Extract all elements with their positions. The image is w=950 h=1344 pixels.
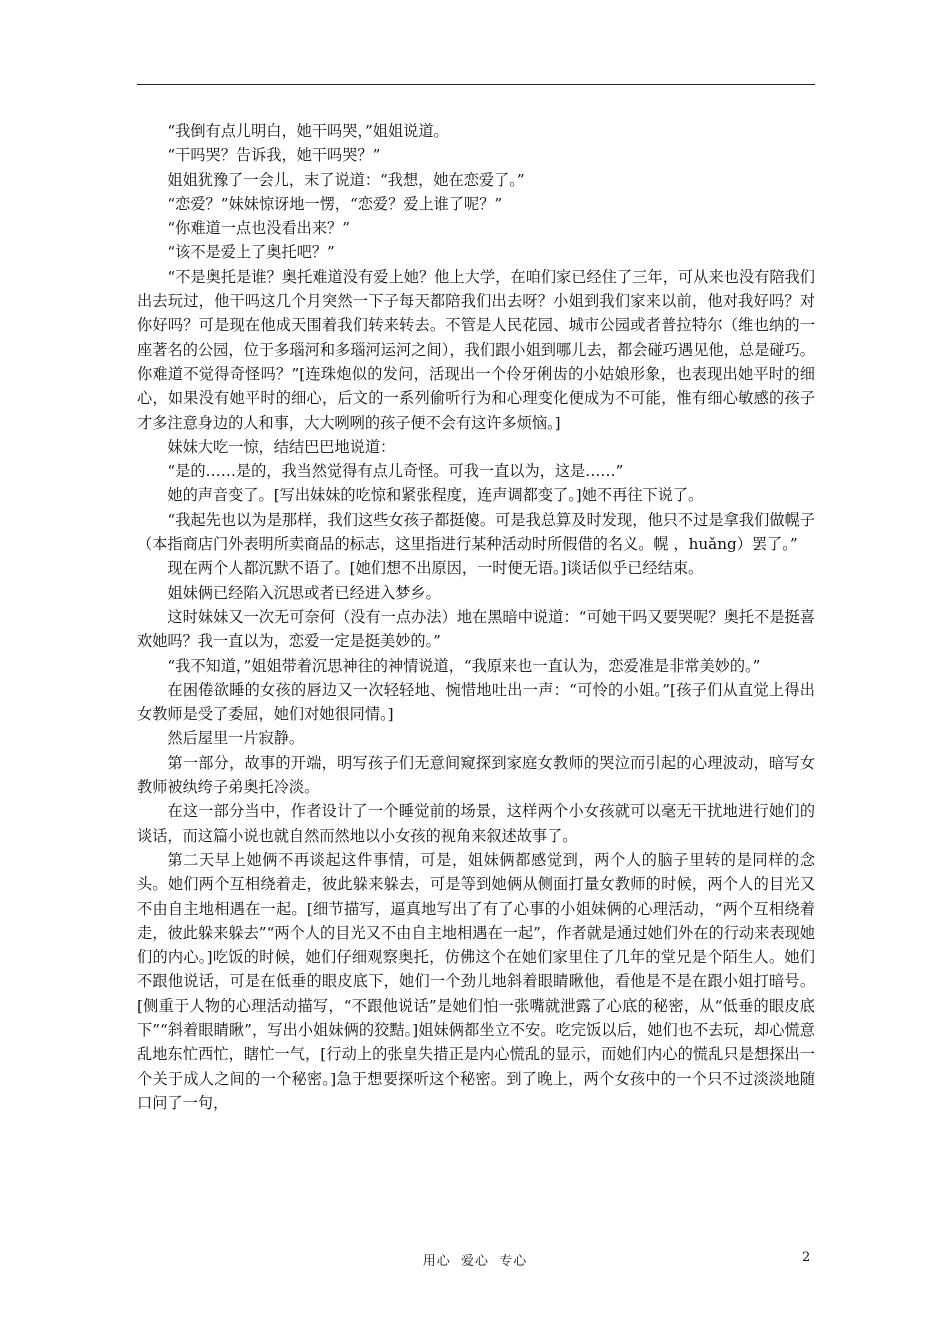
paragraph: “该不是爱上了奥托吧？”: [167, 243, 335, 262]
paragraph: “干吗哭？告诉我，她干吗哭？”: [167, 146, 381, 165]
paragraph: “是的……是的，我当然觉得有点儿奇怪。可我一直以为，这是……”: [167, 462, 624, 481]
paragraph: 姐妹俩已经陷入沉思或者已经进入梦乡。: [167, 583, 441, 602]
paragraph: “恋爱？”妹妹惊讶地一愣，“恋爱？爱上谁了呢？”: [167, 194, 503, 213]
paragraph: 姐姐犹豫了一会儿，末了说道：“我想，她在恋爱了。”: [167, 170, 525, 189]
header-rule: [137, 84, 815, 85]
paragraph: “我倒有点儿明白，她干吗哭，”姐姐说道。: [167, 122, 449, 140]
paragraph: 在困倦欲睡的女孩的唇边又一次轻轻地、惋惜地吐出一声：“可怜的小姐。”[孩子们从直觉上得出女教师是受了委屈，她们对她很同情。]: [137, 680, 815, 724]
page-number: 2: [802, 1250, 811, 1265]
paragraph: 然后屋里一片寂静。: [167, 729, 305, 748]
paragraph: 现在两个人都沉默不语了。[她们想不出原因，一时便无语。]谈话似乎已经结束。: [167, 559, 704, 578]
paragraph: “我不知道，”姐姐带着沉思神往的神情说道，“我原来也一直认为，恋爱准是非常美妙的。”: [167, 656, 761, 675]
paragraph: 第二天早上她俩不再谈起这件事情，可是，姐妹俩都感觉到，两个人的脑子里转的是同样的念头。她们两个互相绕着走，彼此躲来躲去，可是等到她俩从侧面打量女教师的时候，两个人的目光又不由自主地相遇在一起。[细节描写，逼真地写出了有了心事的小姐妹俩的心理活动，“两个互相绕着走，彼此躲来躲去”“两个人的目光又不由自主地相遇在一起”，作者就是通过她们外在的行动来表现她们的内心。]吃饭的时候，她们仔细观察奥托，仿佛这个在她们家里住了几年的堂兄是个陌生人。她们不跟他说话，可是在低垂的眼皮底下，她们一个劲儿地斜着眼睛瞅他，看他是不是在跟小姐打暗号。[侧重于人物的心理活动描写，“不跟他说话”是她们怕一张嘴就泄露了心底的秘密，从“低垂的眼皮底下”“斜着眼睛瞅”，写出小姐妹俩的狡黠。]姐妹俩都坐立不安。吃完饭以后，她们也不去玩，却心慌意乱地东忙西忙，瞎忙一气，[行动上的张皇失措正是内心慌乱的显示，而她们内心的慌乱只是想探出一个关于成人之间的一个秘密。]急于想要探听这个秘密。到了晚上，两个女孩中的一个只不过淡淡地随口问了一句，: [137, 850, 815, 1112]
paragraph: “不是奥托是谁？奥托难道没有爱上她？他上大学，在咱们家已经住了三年，可从来也没有陪我们出去玩过，他干吗这几个月突然一下子每天都陪我们出去呀？小姐到我们家来以前，他对我好吗？对你好吗？可是现在他成天围着我们转来转去。不管是人民花园、城市公园或者普拉特尔（维也纳的一座著名的公园，位于多瑙河和多瑙河运河之间），我们跟小姐到哪儿去，都会碰巧遇见他，总是碰巧。你难道不觉得奇怪吗？”[连珠炮似的发问，活现出一个伶牙俐齿的小姑娘形象，也表现出她平时的细心，如果没有她平时的细心，后文的一系列偷听行为和心理变化便成为不可能，惟有细心敏感的孩子才多注意身边的人和事，大大咧咧的孩子便不会有这许多烦恼。]: [137, 267, 815, 432]
paragraph: 在这一部分当中，作者设计了一个睡觉前的场景，这样两个小女孩就可以毫无干扰地进行她们的谈话，而这篇小说也就自然而然地以小女孩的视角来叙述故事了。: [137, 802, 815, 845]
paragraph: 这时妹妹又一次无可奈何（没有一点办法）地在黑暗中说道：“可她干吗又要哭呢？奥托不是挺喜欢她吗？我一直以为，恋爱一定是挺美妙的。”: [137, 607, 815, 651]
paragraph: “我起先也以为是那样，我们这些女孩子都挺傻。可是我总算及时发现，他只不过是拿我们做幌子（本指商店门外表明所卖商品的标志，这里指进行某种活动时所假借的名义。幌 ，huǎng）罢了。”: [137, 510, 815, 554]
document-body: [137, 119, 815, 1115]
paragraph: “你难道一点也没看出来？”: [167, 219, 350, 238]
paragraph: 妹妹大吃一惊，结结巴巴地说道：: [167, 437, 396, 456]
paragraph: 她的声音变了。[写出妹妹的吃惊和紧张程度，连声调都变了。]她不再往下说了。: [167, 486, 704, 505]
paragraph: 第一部分，故事的开端，明写孩子们无意间窥探到家庭女教师的哭泣而引起的心理波动，暗写女教师被纨绔子弟奥托冷淡。: [137, 753, 815, 797]
footer-slogan: 用心 爱心 专心: [422, 1254, 528, 1269]
